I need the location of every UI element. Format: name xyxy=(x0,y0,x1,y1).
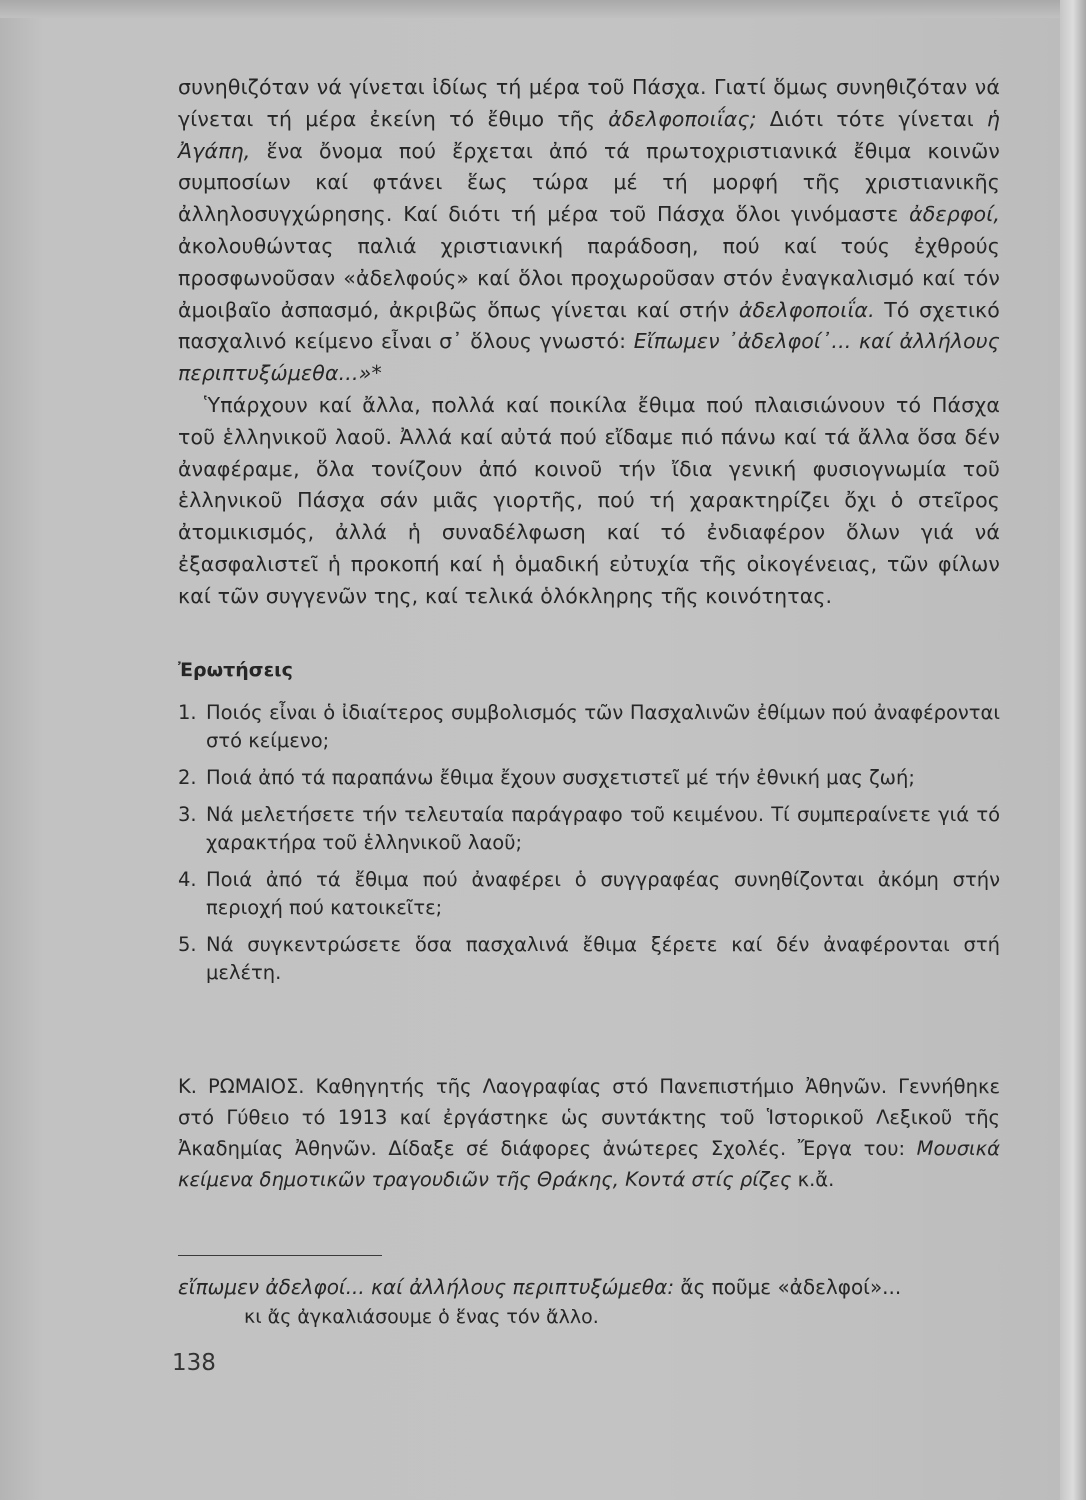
footnote xyxy=(178,1272,1000,1332)
question-number: 5. xyxy=(178,932,197,956)
footnote-line-2: κι ἄς ἀγκαλιάσουμε ὁ ἕνας τόν ἄλλο. xyxy=(244,1305,599,1328)
questions-heading: Ἐρωτήσεις xyxy=(178,658,293,681)
question-text: Ποιός εἶναι ὁ ἰδιαίτερος συμβολισμός τῶν Πασχαλινῶν ἐθίμων πού ἀναφέρονται στό κείμενο; xyxy=(206,700,1000,752)
question-number: 1. xyxy=(178,700,197,724)
text-run: συνηθιζόταν νά γίνεται ἰδίως τή μέρα τοῦ Πάσχα. Γιατί ὅμως συνηθιζόταν νά γίνεται τή μέρα ἐκείνη τό ἔθιμο τῆς xyxy=(178,75,1000,131)
text-run: ἄς ποῦμε «ἀδελφοί»... xyxy=(674,1274,902,1299)
page-number: 138 xyxy=(172,1350,216,1376)
works-titles: Μουσικά κείμενα δημοτικῶν τραγουδιῶν τῆς Θράκης, Κοντά στίς ρίζες xyxy=(178,1136,1000,1191)
question-number: 3. xyxy=(178,802,197,826)
scan-right-edge xyxy=(1060,0,1086,1500)
question-item xyxy=(178,801,1000,857)
question-item xyxy=(178,931,1000,987)
footnote-line-1 xyxy=(178,1272,1000,1302)
page-content xyxy=(178,72,1000,1332)
footnote-rule xyxy=(178,1255,382,1256)
question-number: 4. xyxy=(178,867,197,891)
question-text: Νά συγκεντρώσετε ὅσα πασχαλινά ἔθιμα ξέρετε καί δέν ἀναφέρονται στή μελέτη. xyxy=(206,932,1000,984)
question-item xyxy=(178,699,1000,755)
text-run: Κ. ΡΩΜΑΙΟΣ. Καθηγητής τῆς Λαογραφίας στό Πανεπιστήμιο Ἀθηνῶν. Γεννήθηκε στό Γύθειο τό 1913 καί ἐργάστηκε ὡς συντάκτης τοῦ Ἱστορικοῦ Λεξικοῦ τῆς Ἀκαδημίας Ἀθηνῶν. Δίδαξε σέ διάφορες ἀνώτερες Σχολές. Ἔργα του: xyxy=(178,1074,1000,1160)
text-run: ἀκολουθώντας παλιά χριστιανική παράδοση, πού καί τούς ἐχθρούς προσφωνοῦσαν «ἀδελφούς» καί ὅλοι προχωροῦσαν στόν ἐναγκαλισμό καί τόν ἀμοιβαῖο ἀσπασμό, ἀκριβῶς ὅπως γίνεται καί στήν xyxy=(178,233,1000,322)
questions-list xyxy=(178,699,1000,987)
italic-quote: Εἴπωμεν ᾽ἀδελφοί᾽... καί ἀλλήλους περιπτυξώμεθα...»* xyxy=(178,329,1000,386)
paragraph-1 xyxy=(178,72,1000,390)
paragraph-2: Ὑπάρχουν καί ἄλλα, πολλά καί ποικίλα ἔθιμα πού πλαισιώνουν τό Πάσχα τοῦ ἑλληνικοῦ λαοῦ. Ἀλλά καί αὐτά πού εἴδαμε πιό πάνω καί τά ἄλλα ὅσα δέν ἀναφέραμε, ὅλα τονίζουν ἀπό κοινοῦ τήν ἴδια γενική φυσιογνωμία τοῦ ἑλληνικοῦ Πάσχα σάν μιᾶς γιορτῆς, πού τή χαρακτηρίζει ὄχι ὁ στεῖρος ἀτομικισμός, ἀλλά ἡ συναδέλφωση καί τό ἐνδιαφέρον ὅλων γιά νά ἐξασφαλιστεῖ ἡ προκοπή καί ἡ ὁμαδική εὐτυχία τῆς οἰκογένειας, τῶν φίλων καί τῶν συγγενῶν της, καί τελικά ὁλόκληρης τῆς κοινότητας. xyxy=(178,392,1000,608)
italic-term: ἀδελφοποιΐα. xyxy=(738,297,875,322)
text-run: ἕνα ὄνομα πού ἔρχεται ἀπό τά πρωτοχριστιανικά ἔθιμα κοινῶν συμποσίων καί φτάνει ἕως τώρα μέ τή μορφή τῆς χριστιανικῆς ἀλληλοσυγχώρησης. Καί διότι τή μέρα τοῦ Πάσχα ὅλοι γινόμαστε xyxy=(178,138,1000,227)
question-item xyxy=(178,866,1000,922)
question-text: Ποιά ἀπό τά παραπάνω ἔθιμα ἔχουν συσχετιστεῖ μέ τήν ἐθνική μας ζωή; xyxy=(206,765,915,789)
text-run: Τό σχετικό πασχαλινό κείμενο εἶναι σ᾽ ὅλους γνωστό: xyxy=(178,297,1000,354)
footnote-quote: εἴπωμεν ἀδελφοί... καί ἀλλήλους περιπτυξώμεθα: xyxy=(178,1274,675,1299)
text-run: κ.ἄ. xyxy=(791,1167,835,1191)
scan-top-edge xyxy=(0,0,1086,18)
question-text: Νά μελετήσετε τήν τελευταία παράγραφο τοῦ κειμένου. Τί συμπεραίνετε γιά τό χαρακτήρα τοῦ ἑλληνικοῦ λαοῦ; xyxy=(206,802,1000,854)
italic-term: ἀδερφοί, xyxy=(909,202,1000,227)
author-bio xyxy=(178,1071,1000,1195)
question-number: 2. xyxy=(178,765,197,789)
italic-term: ἀδελφοποιΐας; xyxy=(608,106,757,131)
question-text: Ποιά ἀπό τά ἔθιμα πού ἀναφέρει ὁ συγγραφέας συνηθίζονται ἀκόμη στήν περιοχή πού κατοικεῖτε; xyxy=(206,867,1000,919)
question-item xyxy=(178,764,1000,792)
text-run: Διότι τότε γίνεται xyxy=(756,106,987,131)
italic-term: ἡ Ἀγάπη, xyxy=(178,106,1000,163)
